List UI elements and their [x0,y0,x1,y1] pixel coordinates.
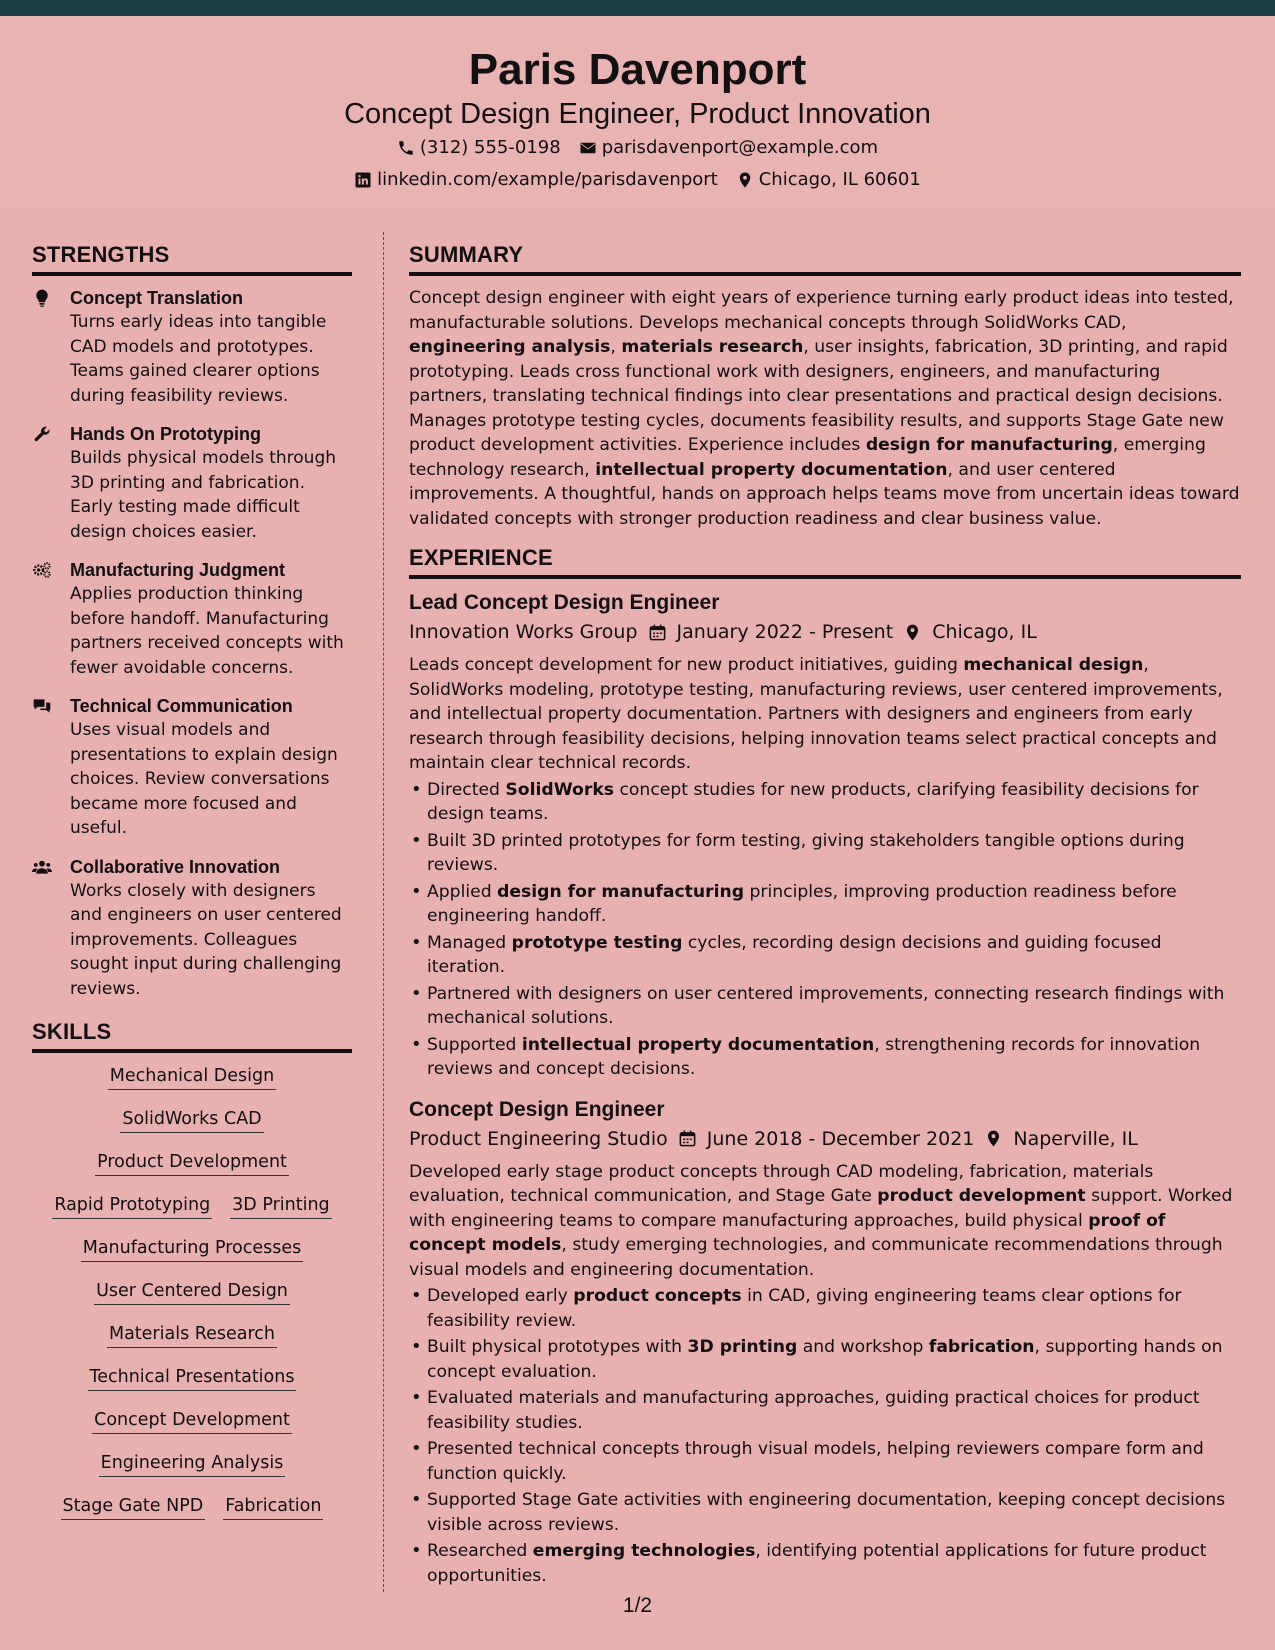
text-segment: support. Worked with engineering teams to compare manufacturing approaches, build physical [409,1186,1233,1231]
text-segment: , strengthening records for innovation reviews and concept decisions. [427,1034,1201,1079]
map-pin-icon [984,1129,1003,1148]
linkedin-icon [354,171,372,189]
column-divider [383,232,384,1592]
calendar-icon [678,1129,697,1148]
text-segment: Built physical prototypes with [427,1337,688,1357]
resume-header [0,16,1275,204]
job-entry [409,1096,1241,1589]
job-bullets [409,778,1241,1082]
skill-row [32,1106,352,1133]
bullet-item [409,880,1241,929]
bullet-item [409,829,1241,878]
summary-section [409,240,1241,531]
job-dates: June 2018 - December 2021 [706,1127,975,1150]
text-segment: Built 3D printed prototypes for form testing, giving stakeholders tangible options during reviews. [427,830,1185,875]
bold-keyword: engineering analysis [409,337,611,357]
strength-body [70,558,352,680]
gears-icon [32,558,70,680]
text-segment: , supporting hands on concept evaluation. [427,1337,1223,1382]
comments-icon [32,694,70,841]
location-text: Chicago, IL 60601 [758,169,921,190]
skill-tag-technical-presentations: Technical Presentations [88,1364,297,1391]
skill-tag-engineering-analysis: Engineering Analysis [99,1450,286,1477]
page-indicator: 1/2 [622,1594,653,1617]
text-segment: Leads concept development for new product initiatives, guiding [409,655,964,675]
strength-item-concept-translation [32,286,352,408]
summary-heading: SUMMARY [409,240,1241,276]
strength-title: Manufacturing Judgment [70,560,285,580]
skill-tag-stage-gate-npd: Stage Gate NPD [61,1493,206,1520]
bold-keyword: prototype testing [511,932,683,953]
bullet-item [409,931,1241,980]
bullet-item [409,1033,1241,1082]
text-segment: Concept design engineer with eight years of experience turning early product ideas into tested, manufacturable solutions. Develops mechanical concepts through SolidWorks CAD, [409,288,1234,333]
envelope-icon [579,139,597,157]
text-segment: Evaluated materials and manufacturing approaches, guiding practical choices for product feasibility studies. [427,1388,1200,1433]
bold-keyword: intellectual property documentation [521,1034,875,1055]
bold-keyword: materials research [621,337,804,357]
email-text[interactable]: parisdavenport@example.com [601,137,879,158]
skill-row [32,1063,352,1090]
job-meta [409,1124,1241,1154]
strength-title: Technical Communication [70,696,293,716]
job-entry [409,589,1241,1082]
top-accent-bar [0,0,1275,16]
strength-item-hands-on-prototyping [32,422,352,544]
strength-body [70,855,352,1002]
strength-title: Collaborative Innovation [70,856,281,877]
text-segment: Presented technical concepts through visual models, helping reviewers compare form and function quickly. [427,1439,1204,1484]
bold-keyword: fabrication [928,1337,1035,1357]
bullet-item [409,1386,1241,1435]
skill-row [32,1493,352,1520]
text-segment: Partnered with designers on user centered improvements, connecting research findings with mechanical solutions. [427,983,1225,1028]
skill-tag-user-centered-design: User Centered Design [94,1278,290,1305]
job-dates: January 2022 - Present [676,621,894,643]
text-segment: Supported [427,1034,522,1055]
text-segment: concept studies for new products, clarifying feasibility decisions for design teams. [427,779,1199,824]
bullet-item [409,1437,1241,1486]
text-segment: cycles, recording design decisions and guiding focused iteration. [427,932,1162,977]
strength-description: Turns early ideas into tangible CAD models and prototypes. Teams gained clearer options during feasibility reviews. [70,312,327,406]
strength-description: Builds physical models through 3D printing and fabrication. Early testing made difficult design choices easier. [70,448,337,542]
skill-tag-fabrication: Fabrication [223,1493,323,1520]
linkedin-contact[interactable] [354,164,718,196]
jobs-list [409,589,1241,1588]
strength-title: Hands On Prototyping [70,424,261,444]
phone-contact [397,132,561,164]
right-column [409,240,1241,1602]
job-company: Product Engineering Studio [409,1127,668,1150]
map-pin-icon [903,623,922,642]
job-meta [409,617,1241,647]
text-segment: , identifying potential applications for future product opportunities. [427,1541,1207,1586]
text-segment: in CAD, giving engineering teams clear options for feasibility review. [427,1286,1182,1331]
job-location: Naperville, IL [1013,1127,1138,1150]
job-title: Concept Design Engineer [409,1097,665,1121]
bold-keyword: mechanical design [963,655,1144,675]
strengths-heading: STRENGTHS [32,240,352,276]
skill-tag-3d-printing: 3D Printing [230,1192,332,1219]
bullet-item [409,778,1241,827]
bold-keyword: emerging technologies [532,1541,756,1561]
strength-body [70,286,352,408]
bullet-item [409,1284,1241,1333]
map-pin-icon [736,171,754,189]
strength-title: Concept Translation [70,288,244,308]
users-icon [32,855,70,1002]
text-segment: , user insights, fabrication, 3D printing, and rapid prototyping. Leads cross functional work with designers, engineers, and manufacturing partners, translating technical findings into clear presentations and practical design decisions. Manages prototype testing cycles, documents feasibility results, and supports Stage Gate new product development activities. Experience includes [409,337,1228,455]
text-segment: , study emerging technologies, and communicate recommendations through visual models and engineering documentation. [409,1235,1223,1280]
skill-row [32,1321,352,1348]
text-segment: Applied [427,881,498,902]
text-segment: , and user centered improvements. A thoughtful, hands on approach helps teams move from uncertain ideas toward validated concepts with stronger production readiness and clear business value. [409,459,1240,529]
text-segment: principles, improving production readiness before engineering handoff. [427,881,1177,926]
text-segment: Directed [427,779,506,800]
skill-tag-materials-research: Materials Research [107,1321,277,1348]
skill-row [32,1364,352,1391]
skill-row [32,1278,352,1305]
bold-keyword: proof of concept models [409,1210,1166,1255]
candidate-title: Concept Design Engineer, Product Innovation [344,98,931,130]
skill-row [32,1407,352,1434]
strength-item-manufacturing-judgment [32,558,352,680]
calendar-icon [648,623,667,642]
job-description [409,653,1241,776]
job-title: Lead Concept Design Engineer [409,591,720,614]
linkedin-text[interactable]: linkedin.com/example/parisdavenport [377,169,718,190]
bold-keyword: product concepts [573,1286,742,1306]
bullet-item [409,982,1241,1031]
email-contact[interactable] [579,132,878,164]
skill-row [32,1149,352,1176]
skill-row [32,1450,352,1477]
summary-text [409,286,1241,531]
bold-keyword: intellectual property documentation [595,459,948,480]
contact-row-2 [0,164,1275,196]
contact-row-1 [0,132,1275,164]
strength-body [70,694,352,841]
strengths-list [32,286,352,1001]
lightbulb-icon [32,286,70,408]
skill-row [32,1235,352,1262]
skills-heading: SKILLS [32,1017,352,1053]
text-segment: , emerging technology research, [409,435,1206,480]
phone-icon [397,139,415,157]
strength-body [70,422,352,544]
text-segment: Developed early [427,1286,574,1306]
bullet-item [409,1488,1241,1537]
skill-tag-product-development: Product Development [95,1149,289,1176]
text-segment: and workshop [797,1337,929,1357]
bullet-item [409,1335,1241,1384]
experience-section [409,543,1241,1588]
bold-keyword: SolidWorks [505,779,614,800]
skill-row [32,1192,352,1219]
skills-list [32,1063,352,1520]
text-segment: Developed early stage product concepts through CAD modeling, fabrication, materials evaluation, technical communication, and Stage Gate [409,1161,1154,1206]
strength-item-collaborative-innovation [32,855,352,1002]
bullet-item [409,1539,1241,1588]
candidate-name: Paris Davenport [468,45,807,94]
bold-keyword: design for manufacturing [865,435,1113,455]
skill-tag-mechanical-design: Mechanical Design [108,1063,276,1090]
job-description [409,1160,1241,1283]
bold-keyword: product development [877,1186,1086,1206]
bold-keyword: design for manufacturing [497,881,745,902]
job-company: Innovation Works Group [409,621,638,643]
strength-description: Applies production thinking before handoff. Manufacturing partners received concepts with fewer avoidable concerns. [70,584,344,678]
skill-tag-concept-development: Concept Development [92,1407,292,1434]
strength-description: Uses visual models and presentations to explain design choices. Review conversations became more focused and useful. [70,720,338,838]
skill-tag-manufacturing-processes: Manufacturing Processes [81,1235,304,1262]
location-contact [736,164,921,196]
text-segment: , SolidWorks modeling, prototype testing, manufacturing reviews, user centered improvements, and intellectual property documentation. Partners with designers and engineers from early research through feasibility decisions, helping innovation teams select practical concepts and maintain clear technical records. [409,655,1223,773]
strength-item-technical-communication [32,694,352,841]
wrench-icon [32,422,70,544]
strength-description: Works closely with designers and engineers on user centered improvements. Colleagues sought input during challenging reviews. [70,880,342,999]
text-segment: Researched [427,1541,533,1561]
skill-tag-solidworks-cad: SolidWorks CAD [120,1106,263,1133]
experience-heading: EXPERIENCE [409,543,1241,579]
left-column [32,240,352,1536]
text-segment: , [610,337,622,357]
job-bullets [409,1284,1241,1588]
bold-keyword: 3D printing [687,1337,798,1357]
job-location: Chicago, IL [932,621,1037,643]
text-segment: Managed [427,932,512,953]
phone-text: (312) 555-0198 [419,137,561,158]
text-segment: Supported Stage Gate activities with engineering documentation, keeping concept decisions visible across reviews. [427,1490,1226,1535]
skill-tag-rapid-prototyping: Rapid Prototyping [52,1192,212,1219]
